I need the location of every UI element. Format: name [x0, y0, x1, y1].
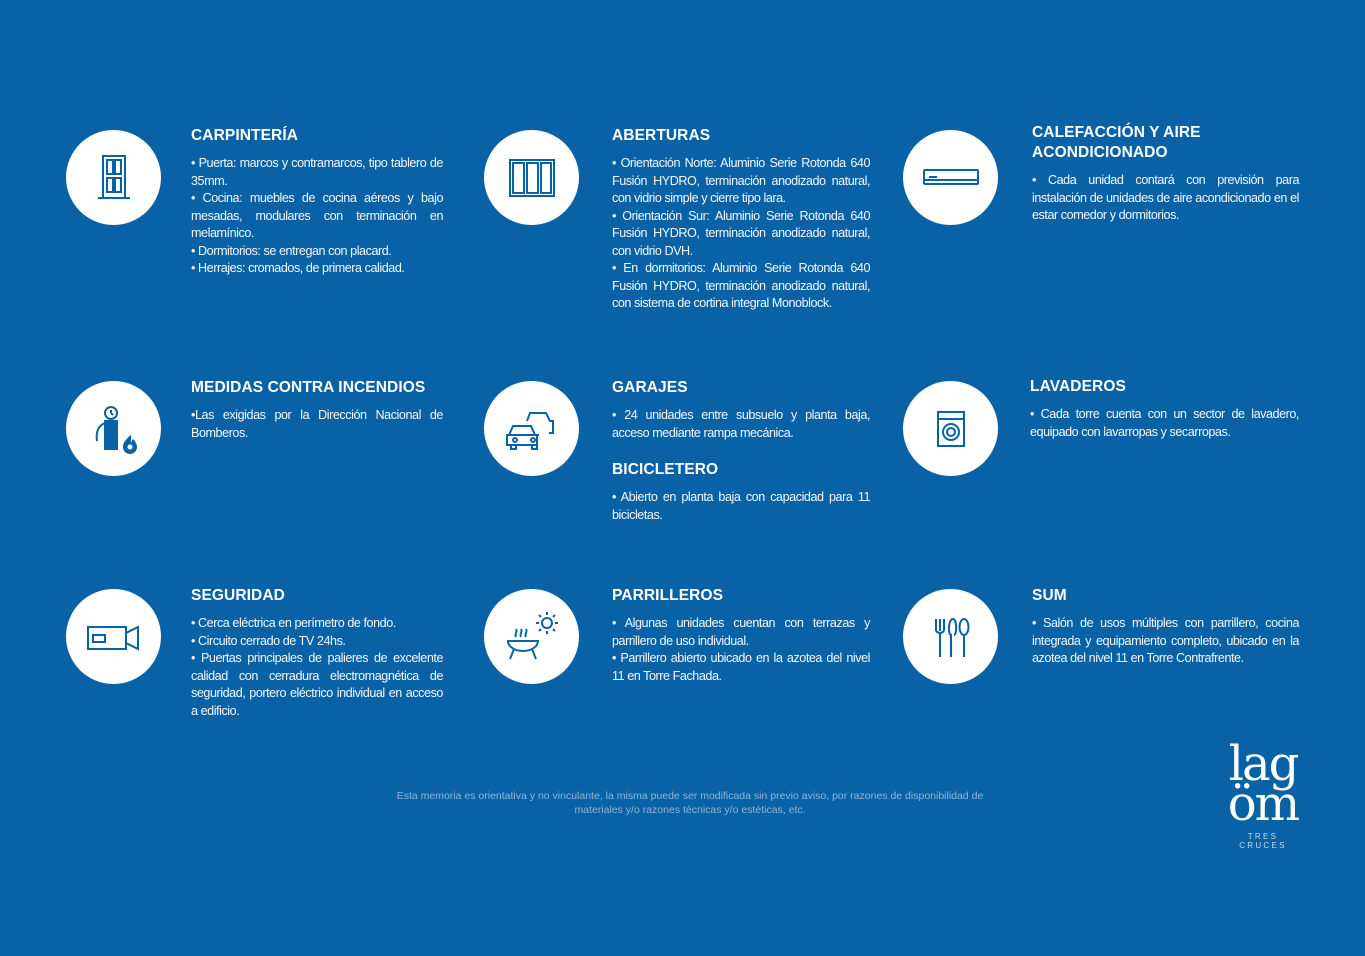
fire-extinguisher-icon	[66, 381, 161, 476]
feature-bullet: • Cada unidad contará con previsión para instalación de unidades de aire acondicionado en el estar comedor y dormitorios.	[1032, 173, 1299, 222]
feature-bullet: • Salón de usos múltiples con parrillero, cocina integrada y equipamiento completo, ubicado en la azotea del nivel 11 en Torre Contrafrente.	[1032, 616, 1299, 665]
feature-bullet: •Las exigidas por la Dirección Nacional de Bomberos.	[191, 408, 443, 440]
feature-bullet: • Orientación Sur: Aluminio Serie Rotonda 640 Fusión HYDRO, terminación anodizado natural, con vidrio DVH.	[612, 208, 870, 258]
cars-icon	[484, 381, 579, 476]
washing-machine-icon	[903, 381, 998, 476]
cutlery-icon	[903, 589, 998, 684]
feature-bullet: • En dormitorios: Aluminio Serie Rotonda 640 Fusión HYDRO, terminación anodizado natural, con sistema de cortina integral Monoblock.	[612, 261, 870, 310]
feature-title: MEDIDAS CONTRA INCENDIOS	[191, 379, 426, 396]
feature-bullet: • Algunas unidades cuentan con terrazas y parrillero de uso individual.	[612, 616, 870, 648]
disclaimer: Esta memoria es orientativa y no vinculante, la misma puede ser modificada sin previo aviso, por razones de disponibilidad de materiales y/o razones técnicas y/o estéticas, etc.	[396, 790, 984, 816]
feature-bullet: • Orientación Norte: Aluminio Serie Rotonda 640 Fusión HYDRO, terminación anodizado natural, con vidrio simple y cierre tipo lara.	[612, 156, 870, 205]
feature-title: LAVADEROS	[1030, 378, 1126, 395]
feature-subtitle: BICICLETERO	[612, 461, 719, 478]
feature-title: CARPINTERÍA	[191, 127, 299, 144]
feature-title: ABERTURAS	[612, 127, 711, 144]
feature-bullet: • Parrillero abierto ubicado en la azotea del nivel 11 en Torre Fachada.	[612, 651, 870, 683]
feature-bullet: • Cerca eléctrica en perímetro de fondo.	[191, 616, 396, 630]
feature-bullet: • Puerta: marcos y contramarcos, tipo tablero de 35mm.	[191, 156, 443, 188]
feature-bullet: • Herrajes: cromados, de primera calidad.	[191, 261, 405, 275]
feature-bullet: • Circuito cerrado de TV 24hs.	[191, 633, 346, 648]
feature-bullet: • Dormitorios: se entregan con placard.	[191, 243, 392, 258]
feature-bullet: • Abierto en planta baja con capacidad para 11 bicicletas.	[612, 490, 870, 522]
feature-bullet: • Cada torre cuenta con un sector de lavadero, equipado con lavarropas y secarropas.	[1030, 407, 1299, 439]
window-icon	[484, 130, 579, 225]
feature-bullet: • Cocina: muebles de cocina aéreos y bajo mesadas, modulares con terminación en melamínico.	[191, 191, 443, 240]
logo-line-2: öm	[1227, 776, 1299, 832]
logo-subtitle: TRES CRUCES	[1239, 832, 1287, 850]
feature-title: CALEFACCIÓN Y AIRE ACONDICIONADO	[1032, 124, 1201, 161]
feature-title: SEGURIDAD	[191, 587, 285, 604]
brand-logo	[1222, 736, 1304, 850]
feature-title: PARRILLEROS	[612, 587, 724, 604]
logo-line-1: lag	[1228, 736, 1298, 792]
feature-title: SUM	[1032, 587, 1067, 604]
door-icon	[66, 130, 161, 225]
feature-title: GARAJES	[612, 379, 688, 396]
security-camera-icon	[66, 589, 161, 684]
grill-sun-icon	[484, 589, 579, 684]
feature-bullet: • 24 unidades entre subsuelo y planta baja, acceso mediante rampa mecánica.	[612, 408, 870, 440]
feature-bullet: • Puertas principales de palieres de excelente calidad con cerradura electromagnética de seguridad, portero eléctrico individual en acceso a edificio.	[191, 651, 443, 718]
air-conditioner-icon	[903, 130, 998, 225]
